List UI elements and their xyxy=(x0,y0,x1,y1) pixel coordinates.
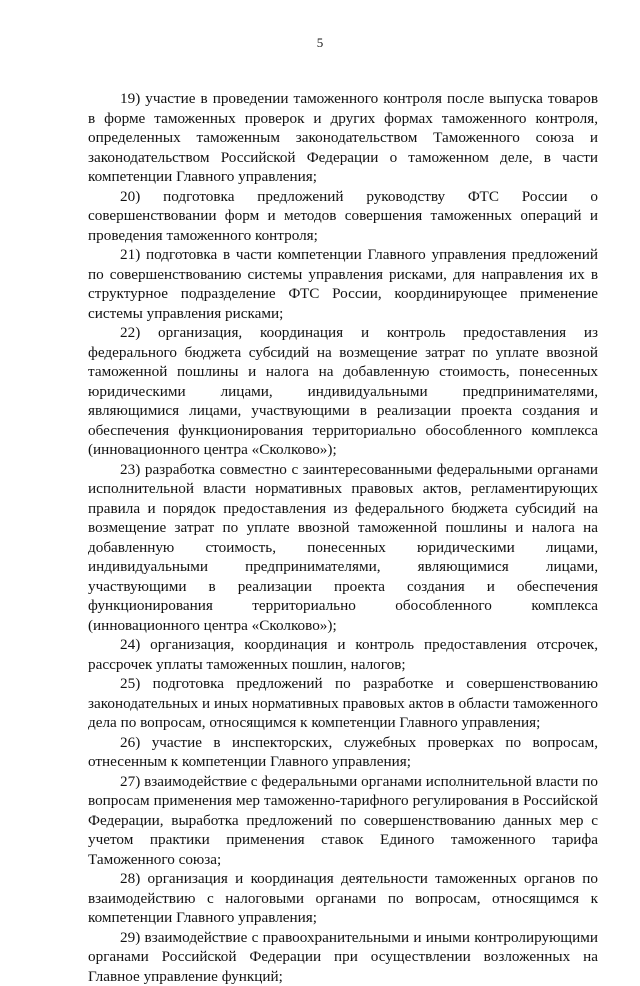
page-number: 5 xyxy=(0,35,640,51)
list-item-20: 20) подготовка предложений руководству ФТС России о совершенствовании форм и методов совершения таможенных операций и проведения таможенного контроля; xyxy=(88,187,598,246)
list-item-26: 26) участие в инспекторских, служебных проверках по вопросам, отнесенным к компетенции Главного управления; xyxy=(88,733,598,772)
list-item-22: 22) организация, координация и контроль предоставления из федерального бюджета субсидий на возмещение затрат по уплате ввозной таможенной пошлины и налога на добавленную стоимость, понесенных юридическими лицами, индивидуальными предпринимателями, являющимися лицами, участвующими в реализации проекта создания и обеспечения функционирования территориально обособленного комплекса (инновационного центра «Сколково»); xyxy=(88,323,598,460)
list-item-21: 21) подготовка в части компетенции Главного управления предложений по совершенствованию системы управления рисками, для направления их в структурное подразделение ФТС России, координирующее применение системы управления рисками; xyxy=(88,245,598,323)
list-item-29: 29) взаимодействие с правоохранительными и иными контролирующими органами Российской Федерации при осуществлении возложенных на Главное управление функций; xyxy=(88,928,598,986)
list-item-19: 19) участие в проведении таможенного контроля после выпуска товаров в форме таможенных проверок и других формах таможенного контроля, определенных таможенным законодательством Таможенного союза и законодательством Российской Федерации о таможенном деле, в части компетенции Главного управления; xyxy=(88,89,598,187)
document-body xyxy=(88,89,598,986)
list-item-25: 25) подготовка предложений по разработке и совершенствованию законодательных и иных нормативных правовых актов в области таможенного дела по вопросам, относящимся к компетенции Главного управления; xyxy=(88,674,598,733)
list-item-28: 28) организация и координация деятельности таможенных органов по взаимодействию с налоговыми органами по вопросам, относящимся к компетенции Главного управления; xyxy=(88,869,598,928)
list-item-24: 24) организация, координация и контроль предоставления отсрочек, рассрочек уплаты таможенных пошлин, налогов; xyxy=(88,635,598,674)
list-item-23: 23) разработка совместно с заинтересованными федеральными органами исполнительной власти нормативных правовых актов, регламентирующих правила и порядок предоставления из федерального бюджета субсидий на возмещение затрат по уплате ввозной таможенной пошлины и налога на добавленную стоимость, понесенных юридическими лицами, индивидуальными предпринимателями, являющимися лицами, участвующими в реализации проекта создания и обеспечения функционирования территориально обособленного комплекса (инновационного центра «Сколково»); xyxy=(88,460,598,636)
list-item-27: 27) взаимодействие с федеральными органами исполнительной власти по вопросам применения мер таможенно-тарифного регулирования в Российской Федерации, выработка предложений по совершенствованию данных мер с учетом практики применения ставок Единого таможенного тарифа Таможенного союза; xyxy=(88,772,598,870)
